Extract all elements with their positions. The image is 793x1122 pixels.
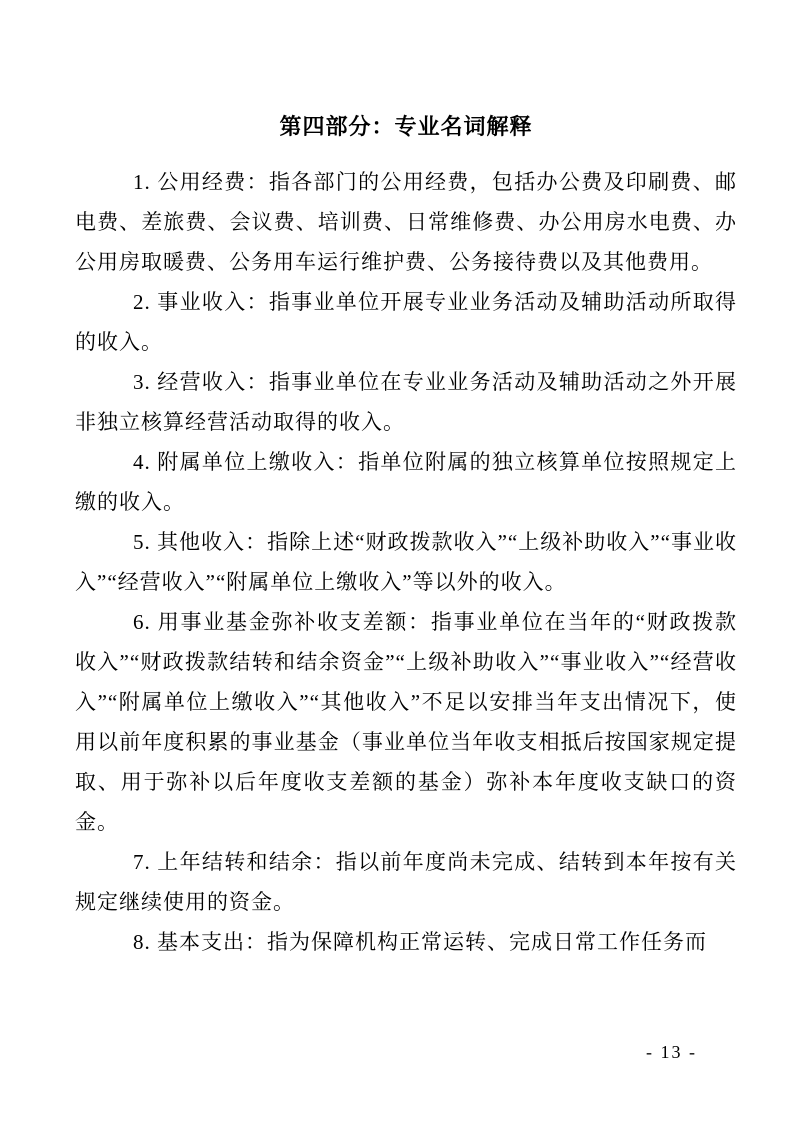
- paragraph-term-1-public-funds: 1. 公用经费：指各部门的公用经费，包括办公费及印刷费、邮电费、差旅费、会议费、培训费、日常维修费、办公用房水电费、办公用房取暖费、公务用车运行维护费、公务接待费以及其他费用。: [75, 170, 737, 274]
- paragraph-term-5-other-income: 5. 其他收入：指除上述“财政拨款收入”“上级补助收入”“事业收入”“经营收入”“附属单位上缴收入”等以外的收入。: [75, 530, 737, 594]
- paragraph-term-7-carryover-surplus: 7. 上年结转和结余：指以前年度尚未完成、结转到本年按有关规定继续使用的资金。: [75, 850, 737, 914]
- document-body: [75, 112, 737, 962]
- paragraph-term-3-business-income: 3. 经营收入：指事业单位在专业业务活动及辅助活动之外开展非独立核算经营活动取得的收入。: [75, 370, 737, 434]
- section-title: 第四部分：专业名词解释: [279, 114, 533, 139]
- page-number: - 13 -: [646, 1042, 697, 1062]
- paragraph-term-2-operational-income: 2. 事业收入：指事业单位开展专业业务活动及辅助活动所取得的收入。: [75, 290, 737, 354]
- paragraph-term-6-fund-deficit-coverage: 6. 用事业基金弥补收支差额：指事业单位在当年的“财政拨款收入”“财政拨款结转和结余资金”“上级补助收入”“事业收入”“经营收入”“附属单位上缴收入”“其他收入”不足以安排当年支出情况下，使用以前年度积累的事业基金（事业单位当年收支相抵后按国家规定提取、用于弥补以后年度收支差额的基金）弥补本年度收支缺口的资金。: [75, 610, 737, 834]
- paragraph-term-8-basic-expenditure: 8. 基本支出：指为保障机构正常运转、完成日常工作任务而: [133, 930, 707, 954]
- paragraph-term-4-subsidiary-remittance: 4. 附属单位上缴收入：指单位附属的独立核算单位按照规定上缴的收入。: [75, 450, 737, 514]
